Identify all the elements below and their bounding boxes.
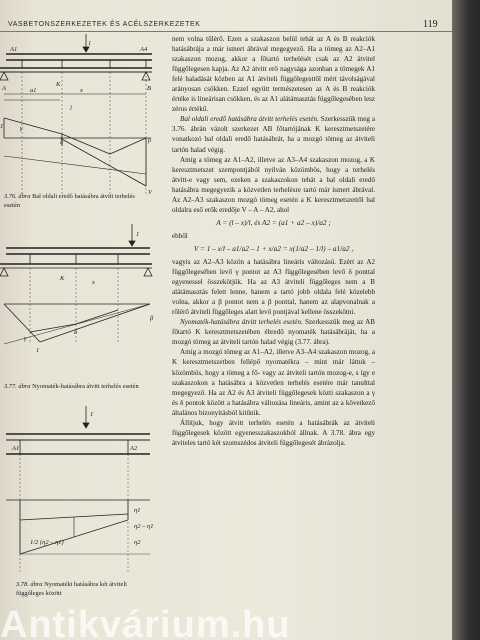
svg-text:x: x [80,87,83,94]
svg-text:η1: η1 [134,507,141,514]
figure-3-76 [0,34,170,202]
svg-text:B: B [147,85,151,92]
svg-text:1/2 (η2 – η1): 1/2 (η2 – η1) [30,539,64,546]
svg-text:β: β [150,315,154,322]
svg-text:K: K [60,275,65,282]
paragraph-6 [172,317,375,347]
svg-text:K: K [56,81,61,88]
paragraph-4-lead: ebből [172,231,188,240]
svg-text:η2 – η1: η2 – η1 [134,523,154,530]
paragraph-2-heading: Bal oldali eredő hatásábra átvitt terhelés esetén. [180,115,319,124]
svg-text:1: 1 [90,411,94,418]
svg-text:A: A [2,85,6,92]
page-header [0,18,452,32]
paragraph-1: nem volna tűlérő. Ezen a szakaszon belül tehát az A és B reakciók hatásábrája a már ismert ábrával megegyező. Ha a tömeg az A2–A1 szakaszon mozog, akkor a főtartó terhelését csak az A2 átvitel függőlegesen kapja. Az A2 átvitt erő nagysága azonban a tömegek A1 felé haladását közben az A1 átviteli függőlegesttől mért távolságával arányosan csökken. Ezzel együtt természetesen az A és B reakciók értéke is lineárisan csökken, és az A1 alátámasztás függőlegesében lesz zérus értékű. [172,35,375,114]
figure-3-76-label: 3.76. ábra [4,193,31,200]
running-head: VASBETONSZERKEZETEK ÉS ACÉLSZERKEZETEK [8,21,201,28]
book-gutter-shadow [452,0,480,640]
svg-text:δ: δ [60,139,64,146]
svg-text:x: x [92,279,95,286]
svg-text:a1: a1 [30,87,37,94]
svg-text:V: V [148,189,152,196]
paragraph-6-heading: Nyomaték-hatásábra átvitt terhelés esetén. [180,318,303,327]
paragraph-3: Amíg a tömeg az A1–A2, illetve az A3–A4 szakaszon mozog, a K keresztmetszet szempontjából nyilván közömbös, hogy a terhelés átvitt-e vagy sem, ezeken a szakaszokon tehát a bal oldali eredő hatásábra megegyezik a közvetlen terhelésre tartó már ismert ábrával. Az A2–A3 szakaszon mozgó tömeg esetén a K keresztmetszettől bal oldalra eső erők eredője V – A – A2, ahol [172,155,375,214]
svg-text:γ: γ [24,335,27,342]
figure-3-77-drawing [0,224,170,374]
figure-3-76-text: Bal oldali eredő hatásábra átvitt terhelés esetén [4,193,135,209]
svg-text:A1: A1 [10,46,18,53]
figure-3-77-caption [4,382,154,391]
svg-text:1: 1 [36,347,40,354]
paragraph-8: Állítjuk, hogy átvitt terhelés esetén a hatásábrák az átviteli függőlegesek között egyenesszakaszokból állnak. A 3.78. ábra egy átviteles tartó két szomszédos átviteli függőlegesét ábrázolja. [172,418,375,447]
svg-text:A2: A2 [130,445,138,452]
paragraph-5: vagyis az A2–A3 közön a hatásábra lineáris változású. Ezért az A2 függőlegesében levő γ pontot az A3 függőlegesében levő δ ponttal egyenessel összekötjük. Ha az A3 átviteli függőleges nem a B alátámasztás felett lenne, hanem a tartó jobb oldala felé közelebb volna, akkor a β pontot nem a β ponttal, hanem az alapvonalnak a rőlérő átviteli függőleges alatt levő pontjával kellene összekötni. [172,257,375,317]
watermark-text: Antikvárium.hu [0,604,291,640]
figure-3-78-label: 3.78. ábra [16,581,43,588]
figure-3-77-text: Nyomaték-hatásábra átvitt terhelés esetén [32,383,139,390]
page-number: 119 [423,19,438,30]
figure-3-78-caption [16,580,156,598]
svg-text:A1: A1 [12,445,20,452]
svg-text:β: β [148,137,152,144]
figure-3-78 [0,404,170,584]
svg-text:1: 1 [136,231,140,238]
svg-text:1: 1 [88,40,92,47]
paragraph-2-text: Szerkesszük meg a 3.76. ábrán vázolt szerkezet AB főtartójának K keresztmetszetére vonatkozó bal oldali eredő hatásábrát, ha a mozgó tömeg az átviteli tartón halad végig. [172,115,375,154]
formula-1: A = (l – x)/l, és A2 = (a1 + a2 – x)/a2 ; [216,217,331,227]
header-rule [0,31,452,32]
svg-text:γ: γ [20,125,23,132]
watermark [0,600,452,640]
svg-text:A4: A4 [140,46,148,53]
figure-3-77-label: 3.77. ábra [4,383,31,390]
svg-text:η2: η2 [134,539,141,546]
svg-text:1: 1 [0,123,4,130]
formula-2: V = 1 – x/l – a1/a2 – 1 + x/a2 = x(1/a2 – 1/l) – a1/a2 , [193,243,354,253]
svg-text:δ: δ [74,329,78,336]
figure-3-77 [0,224,170,374]
paragraph-2 [172,114,375,154]
text-column [172,34,375,448]
figure-3-78-text: Nyomatéki hatásábra két átviteli függőleges között [16,581,127,597]
figure-3-76-drawing [0,34,170,202]
paragraph-7: Amíg a mozgó tömeg az A1–A2, illetve A3–A4 szakaszon mozog, a K keresztmetszetben fellépő nyomatékra – mint már láttuk – közömbös, hogy a tömeg a fő- vagy az átviteli tartón mozog-e, s így e szakaszokon a hatásábra a közvetlen terhelés esetére már tanulttal megegyező. Ha az A2 és A3 átviteli függőlegesek közti szakaszon a γ és δ pontok között a hatásábra változása lineáris, amint az a következő általános bizonyításból kitűnik. [172,348,375,417]
figure-3-78-drawing [0,404,170,584]
svg-text:l: l [70,105,72,112]
paragraph-6-text: Szerkesszük meg az AB főtartó K keresztmetszetében ébredő nyomaték hatásábráját, ha a mozgó tömeg az átviteli tartón halad végig (3.77. ábra). [172,318,375,347]
figure-3-76-caption [4,192,144,210]
